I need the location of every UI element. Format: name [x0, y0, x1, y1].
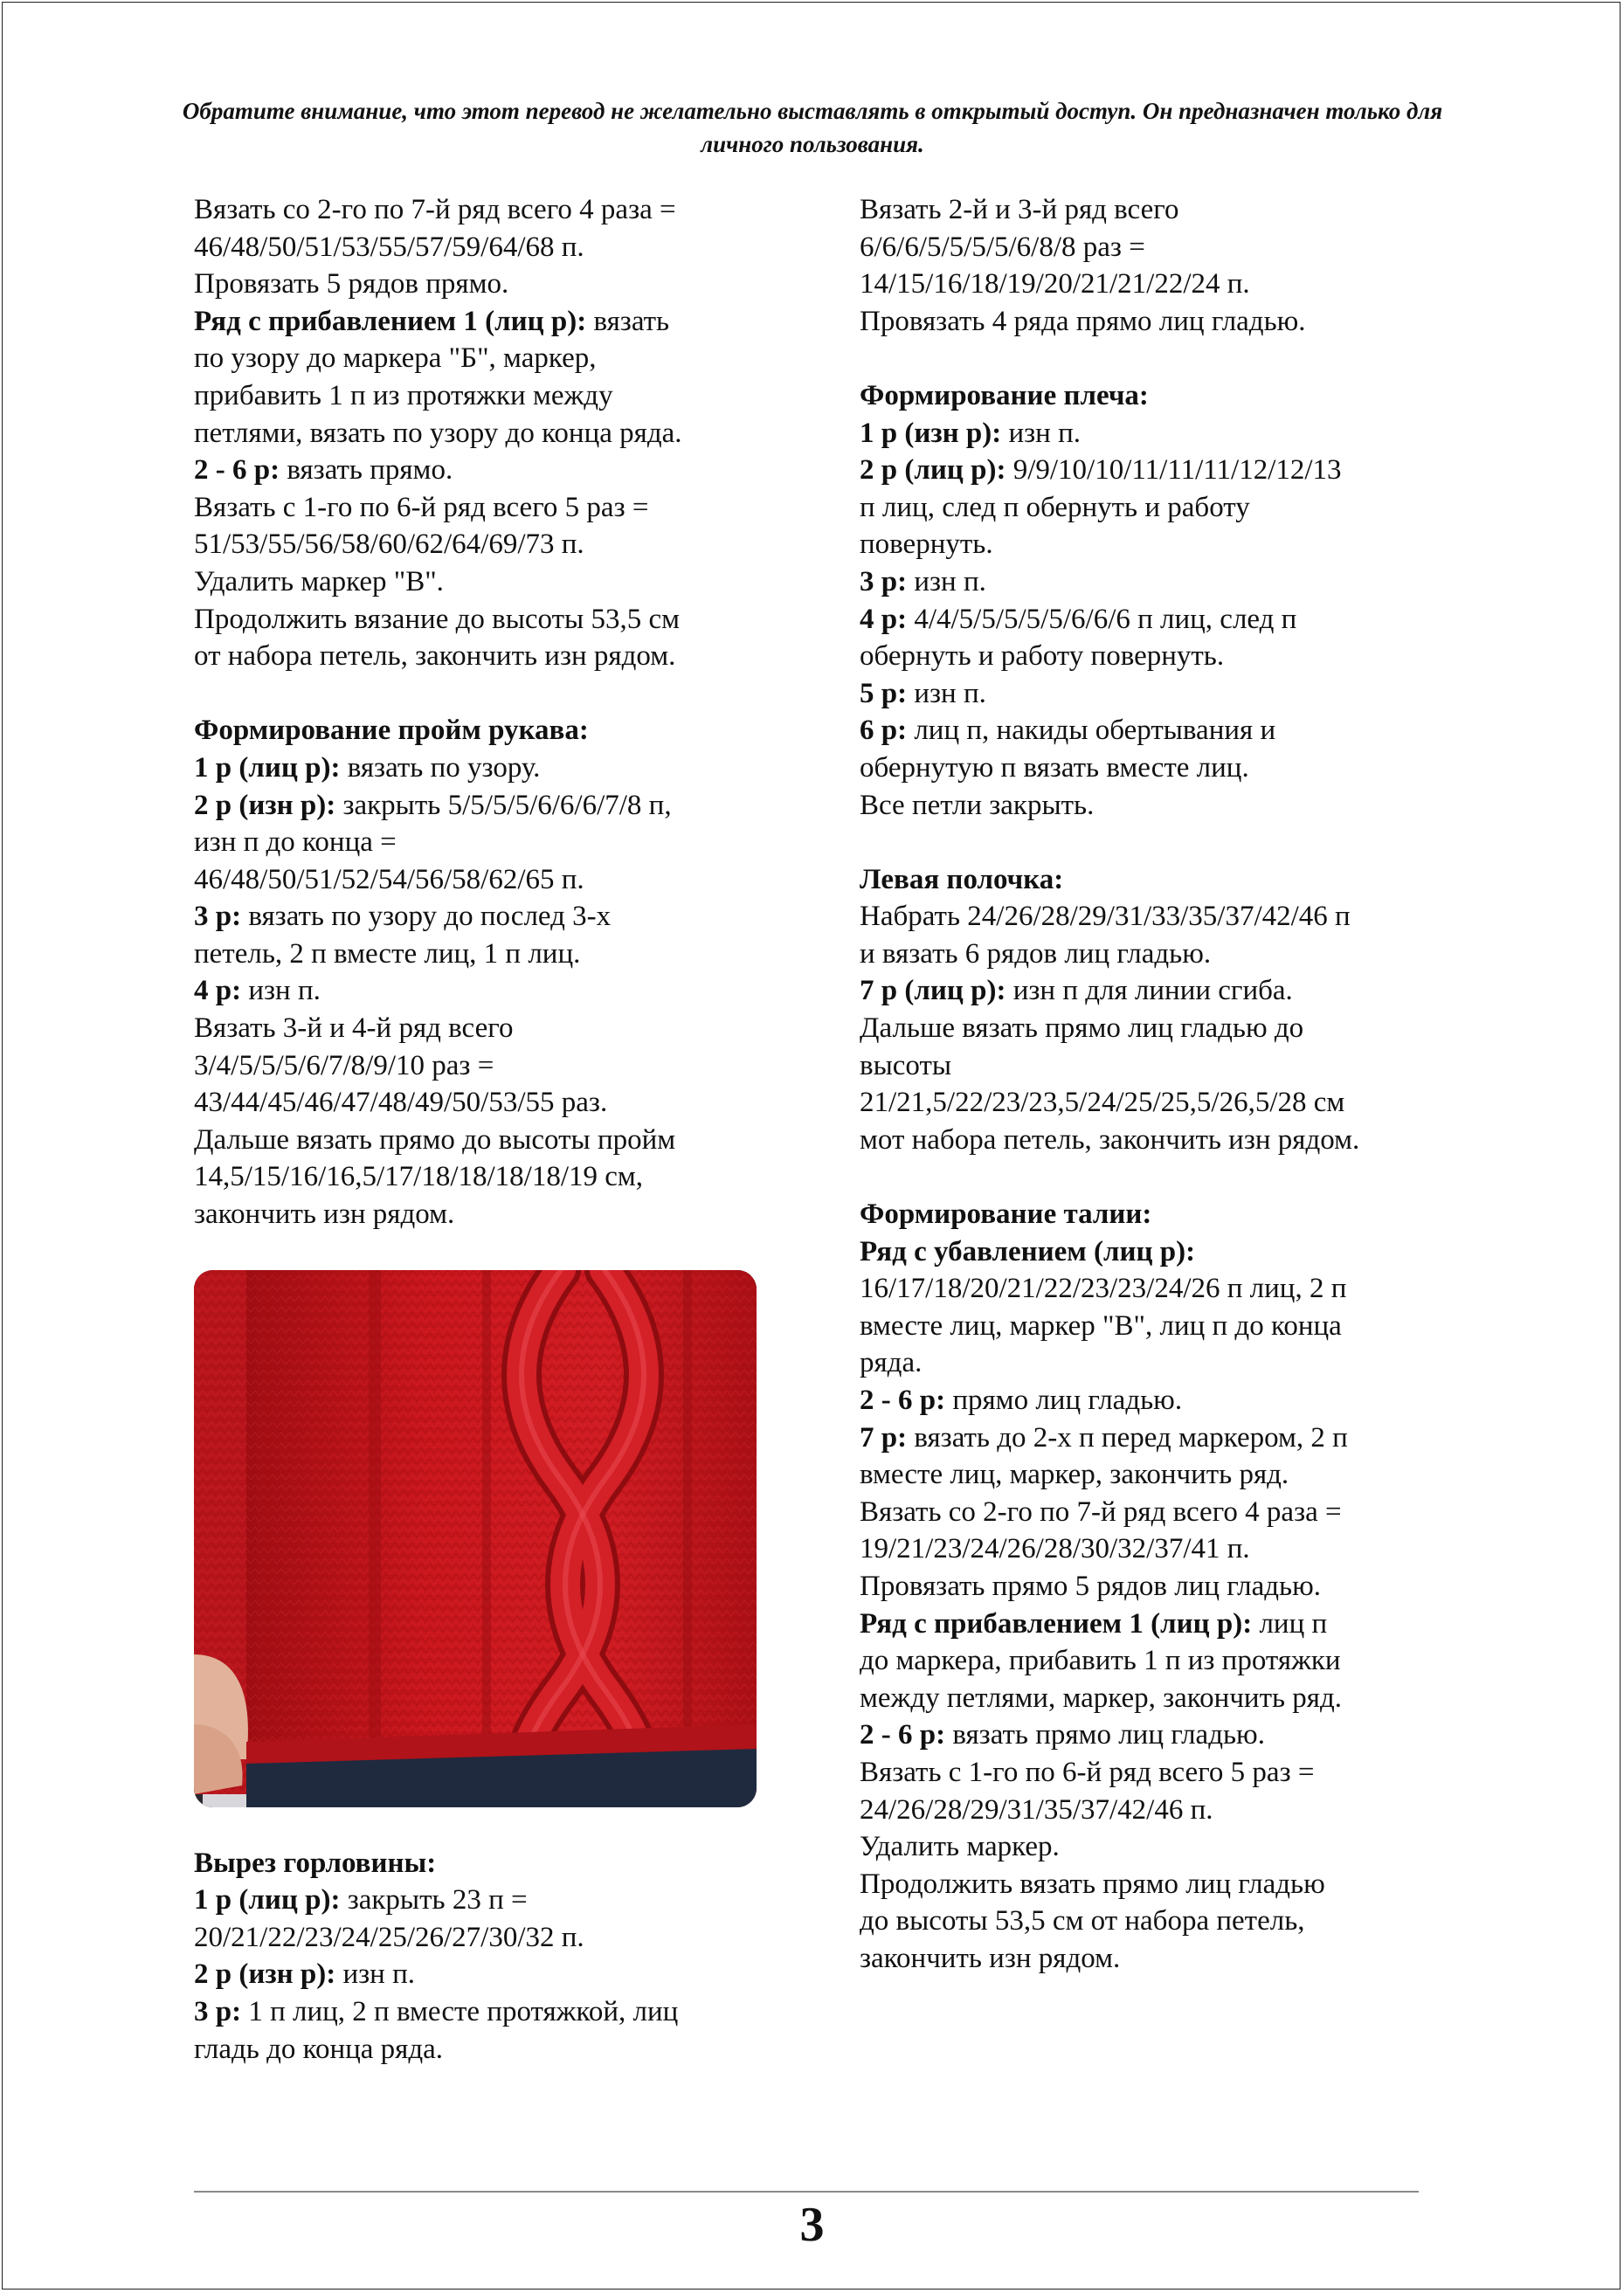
line-text: закрыть 5/5/5/5/6/6/6/7/8 п, — [335, 789, 672, 821]
left-text-before-image — [194, 191, 788, 1233]
text-line — [194, 936, 788, 973]
line-label: 2 - 6 р: — [860, 1385, 946, 1416]
text-line — [860, 1494, 1454, 1531]
line-text: 19/21/23/24/26/28/30/32/37/41 п. — [860, 1533, 1250, 1565]
line-text: Провязать 5 рядов прямо. — [194, 268, 509, 300]
line-text: 46/48/50/51/53/55/57/59/64/68 п. — [194, 231, 584, 263]
text-line — [860, 638, 1454, 675]
text-line — [860, 898, 1454, 936]
text-line — [194, 1122, 788, 1159]
line-text: 3/4/5/5/5/6/7/8/9/10 раз = — [194, 1049, 494, 1081]
line-text: обернуть и работу повернуть. — [860, 640, 1225, 673]
text-line — [860, 1680, 1454, 1717]
line-text: по узору до маркера "Б", маркер, — [194, 342, 597, 375]
text-line — [860, 526, 1454, 563]
text-line — [194, 972, 788, 1010]
text-line — [194, 191, 788, 229]
line-label: 2 - 6 р: — [194, 454, 280, 487]
text-line — [860, 191, 1454, 229]
line-text: изн п. — [907, 565, 986, 597]
text-line — [860, 1828, 1454, 1866]
line-text: петель, 2 п вместе лиц, 1 п лиц. — [194, 937, 581, 970]
text-line — [194, 1158, 788, 1196]
text-line — [194, 1196, 788, 1233]
text-line — [194, 861, 788, 899]
line-text: Продолжить вязать прямо лиц гладью — [860, 1868, 1325, 1900]
right-column — [860, 191, 1454, 1978]
section-heading — [860, 377, 1454, 415]
line-text: Вязать 3-й и 4-й ряд всего — [194, 1012, 514, 1045]
line-text: Набрать 24/26/28/29/31/33/35/37/42/46 п — [860, 901, 1351, 933]
section-heading — [860, 1196, 1454, 1233]
line-text: Провязать 4 ряда прямо лиц гладью. — [860, 305, 1306, 337]
text-line — [860, 1606, 1454, 1643]
line-text: п лиц, след п обернуть и работу — [860, 491, 1250, 523]
line-text: закончить изн рядом. — [194, 1198, 455, 1231]
text-line — [860, 1010, 1454, 1047]
line-text: Вязать 2-й и 3-й ряд всего — [860, 194, 1179, 225]
text-line — [194, 638, 788, 675]
line-label: Ряд с убавлением (лиц р): — [860, 1235, 1196, 1267]
line-label: 2 - 6 р: — [860, 1719, 946, 1751]
line-text: изн п для линии сгиба. — [1005, 975, 1293, 1007]
text-line — [860, 1047, 1454, 1085]
line-label: Формирование пройм рукава: — [194, 715, 589, 747]
text-line — [860, 452, 1454, 489]
line-text: вязать прямо. — [280, 454, 453, 487]
line-text: мот набора петель, закончить изн рядом. — [860, 1123, 1360, 1156]
line-text: 46/48/50/51/52/54/56/58/62/65 п. — [194, 863, 584, 895]
sweater-photo — [194, 1270, 757, 1807]
line-text: 16/17/18/20/21/22/23/23/24/26 п лиц, 2 п — [860, 1273, 1347, 1305]
text-line — [860, 972, 1454, 1010]
line-label: Формирование плеча: — [860, 379, 1149, 411]
text-line — [194, 898, 788, 936]
line-label: Левая полочка: — [860, 863, 1064, 895]
text-line — [860, 415, 1454, 452]
text-line — [194, 415, 788, 452]
left-column — [194, 191, 788, 2068]
text-line — [860, 489, 1454, 527]
line-text: Вязать со 2-го по 7-й ряд всего 4 раза = — [194, 194, 676, 225]
line-text: Продолжить вязание до высоты 53,5 см — [194, 603, 680, 635]
line-text: Дальше вязать прямо до высоты пройм — [194, 1123, 676, 1156]
left-text-after-image — [194, 1845, 788, 2069]
text-line — [860, 1754, 1454, 1792]
text-line — [860, 712, 1454, 749]
text-line — [860, 601, 1454, 639]
line-text: вязать по узору до послед 3-х — [241, 901, 612, 933]
line-text: Удалить маркер. — [860, 1831, 1060, 1863]
paragraph-gap — [860, 1158, 1454, 1196]
line-text: петлями, вязать по узору до конца ряда. — [194, 417, 682, 449]
text-line — [194, 601, 788, 639]
line-label: 1 р (изн р): — [860, 417, 1002, 449]
line-text: изн п до конца = — [194, 826, 397, 859]
text-line — [860, 1308, 1454, 1345]
text-line — [194, 1993, 788, 2031]
section-heading — [860, 1233, 1454, 1271]
line-text: 20/21/22/23/24/25/26/27/30/32 п. — [194, 1921, 584, 1953]
paragraph-gap — [194, 675, 788, 713]
line-text: высоты — [860, 1049, 952, 1081]
text-line — [860, 749, 1454, 787]
line-text: ряда. — [860, 1347, 923, 1379]
text-line — [860, 1642, 1454, 1680]
text-line — [860, 1940, 1454, 1978]
text-line — [194, 1919, 788, 1957]
line-text: гладь до конца ряда. — [194, 2033, 444, 2065]
line-label: Ряд с прибавлением 1 (лиц р): — [194, 305, 587, 337]
page-number: 3 — [799, 2198, 825, 2252]
line-label: 2 р (изн р): — [194, 1958, 336, 1991]
line-text: вместе лиц, маркер "В", лиц п до конца — [860, 1309, 1342, 1342]
line-label: 7 р: — [860, 1421, 908, 1454]
text-line — [860, 563, 1454, 601]
section-heading — [860, 861, 1454, 899]
line-text: вязать по узору. — [340, 751, 541, 784]
line-text: изн п. — [1001, 417, 1081, 449]
line-label: 5 р: — [860, 677, 908, 709]
text-line — [860, 303, 1454, 341]
line-text: 21/21,5/22/23/23,5/24/25/25,5/26,5/28 см — [860, 1087, 1345, 1119]
text-line — [860, 787, 1454, 825]
line-text: Вязать с 1-го по 6-й ряд всего 5 раз = — [860, 1756, 1315, 1788]
text-line — [860, 1122, 1454, 1159]
text-line — [194, 1047, 788, 1085]
text-line — [194, 824, 788, 861]
line-label: 3 р: — [194, 1996, 242, 2027]
text-line — [860, 675, 1454, 713]
line-text: 43/44/45/46/47/48/49/50/53/55 раз. — [194, 1087, 608, 1119]
line-text: Вязать со 2-го по 7-й ряд всего 4 раза = — [860, 1495, 1342, 1528]
line-label: 1 р (лиц р): — [194, 751, 341, 784]
line-text: от набора петель, закончить изн рядом. — [194, 640, 676, 673]
paragraph-gap — [860, 340, 1454, 377]
line-label: 1 р (лиц р): — [194, 1884, 341, 1917]
line-text: прибавить 1 п из протяжки между — [194, 379, 613, 411]
line-text: Удалить маркер "В". — [194, 565, 444, 597]
line-text: 24/26/28/29/31/35/37/42/46 п. — [860, 1793, 1213, 1826]
text-line — [194, 749, 788, 787]
line-text: Вязать с 1-го по 6-й ряд всего 5 раз = — [194, 491, 649, 523]
line-text: 6/6/6/5/5/5/5/6/8/8 раз = — [860, 231, 1145, 263]
text-line — [860, 266, 1454, 303]
section-heading — [194, 1845, 788, 1882]
line-label: 7 р (лиц р): — [860, 975, 1006, 1007]
line-text: вязать до 2-х п перед маркером, 2 п — [907, 1421, 1348, 1454]
line-text: 14,5/15/16/16,5/17/18/18/18/18/19 см, — [194, 1161, 644, 1193]
sweater-photo-illustration — [194, 1270, 757, 1807]
text-line — [194, 229, 788, 266]
line-text: и вязать 6 рядов лиц гладью. — [860, 937, 1212, 970]
line-text: до маркера, прибавить 1 п из протяжки — [860, 1645, 1341, 1677]
line-text: изн п. — [241, 975, 321, 1007]
line-label: Вырез горловины: — [194, 1847, 437, 1879]
text-line — [194, 1956, 788, 1993]
text-line — [860, 1903, 1454, 1940]
footer-rule — [194, 2191, 1419, 2193]
text-line — [194, 1010, 788, 1047]
section-heading — [194, 712, 788, 749]
text-line — [194, 1882, 788, 1919]
text-line — [860, 1084, 1454, 1122]
text-line — [860, 1530, 1454, 1568]
line-label: Ряд с прибавлением 1 (лиц р): — [860, 1607, 1253, 1640]
paragraph-gap — [860, 824, 1454, 861]
text-line — [860, 1568, 1454, 1606]
text-line — [860, 1270, 1454, 1308]
line-text: вместе лиц, маркер, закончить ряд. — [860, 1459, 1289, 1491]
line-label: 6 р: — [860, 715, 908, 747]
line-label: 4 р: — [194, 975, 242, 1007]
text-line — [194, 303, 788, 341]
line-label: 3 р: — [194, 901, 242, 933]
line-text: лиц п, накиды обертывания и — [907, 715, 1276, 747]
line-text: прямо лиц гладью. — [945, 1385, 1183, 1416]
text-line — [860, 1866, 1454, 1903]
text-line — [860, 1344, 1454, 1382]
text-line — [194, 563, 788, 601]
text-line — [194, 787, 788, 825]
line-text: вязать — [586, 305, 670, 337]
line-text: изн п. — [335, 1958, 415, 1991]
translation-notice: Обратите внимание, что этот перевод не желательно выставлять в открытый доступ. Он предназначен только для личного пользования. — [182, 98, 1443, 157]
line-text: 14/15/16/18/19/20/21/21/22/24 п. — [860, 268, 1250, 300]
line-text: 4/4/5/5/5/5/5/6/6/6 п лиц, след п — [907, 603, 1297, 635]
line-text: изн п. — [907, 677, 986, 709]
text-line — [194, 2031, 788, 2069]
text-line — [194, 340, 788, 377]
line-text: 1 п лиц, 2 п вместе протяжкой, лиц — [241, 1996, 679, 2027]
text-line — [860, 1456, 1454, 1494]
text-line — [194, 1084, 788, 1122]
line-text: 9/9/10/10/11/11/11/12/12/13 — [1005, 454, 1342, 487]
text-line — [194, 489, 788, 527]
text-line — [194, 377, 788, 415]
text-line — [860, 1419, 1454, 1457]
line-label: Формирование талии: — [860, 1198, 1152, 1231]
line-text: закончить изн рядом. — [860, 1942, 1121, 1974]
text-line — [860, 1716, 1454, 1754]
line-label: 2 р (изн р): — [194, 789, 336, 821]
line-text: Провязать прямо 5 рядов лиц гладью. — [860, 1570, 1321, 1602]
line-text: между петлями, маркер, закончить ряд. — [860, 1682, 1343, 1714]
text-line — [194, 266, 788, 303]
text-line — [860, 936, 1454, 973]
text-line — [194, 526, 788, 563]
line-label: 2 р (лиц р): — [860, 454, 1006, 487]
line-text: Дальше вязать прямо лиц гладью до — [860, 1012, 1304, 1045]
text-line — [860, 229, 1454, 266]
line-label: 4 р: — [860, 603, 908, 635]
line-text: до высоты 53,5 см от набора петель, — [860, 1905, 1305, 1937]
line-text: закрыть 23 п = — [340, 1884, 528, 1917]
text-line — [860, 1382, 1454, 1419]
line-label: 3 р: — [860, 565, 908, 597]
line-text: обернутую п вязать вместе лиц. — [860, 751, 1249, 784]
line-text: Все петли закрыть. — [860, 789, 1095, 821]
line-text: повернуть. — [860, 528, 993, 561]
line-text: вязать прямо лиц гладью. — [945, 1719, 1265, 1751]
line-text: 51/53/55/56/58/60/62/64/69/73 п. — [194, 528, 584, 561]
line-text: лиц п — [1252, 1607, 1328, 1640]
text-line — [860, 1792, 1454, 1829]
text-line — [194, 452, 788, 489]
